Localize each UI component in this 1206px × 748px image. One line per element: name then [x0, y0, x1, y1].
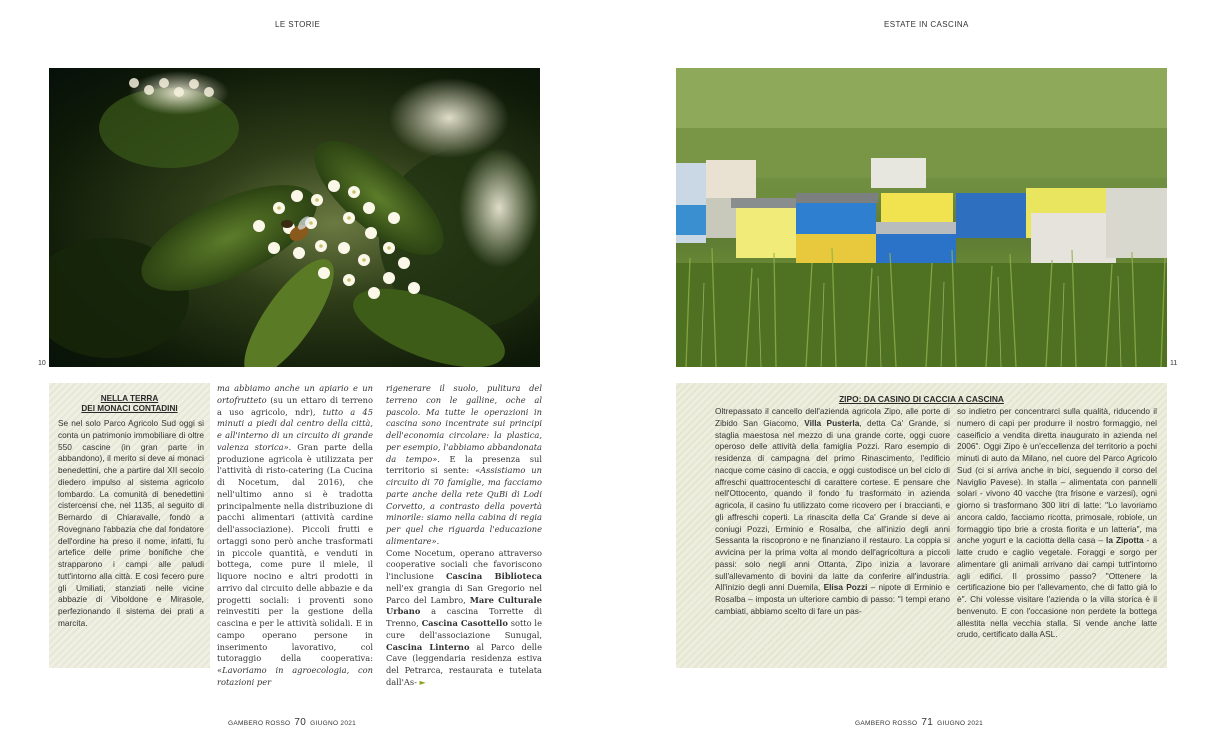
- la-zipotta: la Zipotta: [1106, 535, 1144, 546]
- page-number-right: 11: [1170, 360, 1178, 367]
- footer-right-brand: GAMBERO ROSSO: [855, 720, 918, 727]
- running-head-right: ESTATE IN CASCINA: [884, 20, 969, 29]
- col3-text-c: Come Nocetum, operano attraverso cooperative sociali che favoriscono l'inclusione: [386, 547, 542, 581]
- zipo-column-2: [957, 406, 1157, 641]
- col3-text-b: .: [436, 535, 440, 546]
- zipo-box-title: ZIPO: DA CASINO DI CACCIA A CASCINA: [839, 394, 1004, 404]
- col3-text-d: nell'ex grangia di San Gregorio nel Parco del Lambro,: [386, 582, 542, 605]
- footer-right-page: 71: [921, 717, 934, 728]
- sidebar-title-line2: DEI MONACI CONTADINI: [81, 404, 178, 413]
- sidebar-text: Se nel solo Parco Agricolo Sud oggi si conta un patrimonio immobiliare di oltre 550 cascine (in gran parte in abbandono), il merito si deve ai monaci benedettini, che a partire dal XII secolo diedero impulso al sistema agricolo lombardo. La comunità di benedettini cistercensi che, nel 1135, al seguito di Bernardo di Chiaravalle, fondò a Rovegnano l'abbazia che dal fondatore dell'ordine ha preso il nome, infatti, fu artefice delle prime bonifiche che strapparono i campi alle paludi tutt'intorno alla città. E così fecero pure gli Umiliati, stanziati nelle vicine abbazie di Viboldone e Mirasole, perfezionando il sistema dei prati a marcita.: [58, 418, 204, 628]
- footer-left-page: 70: [294, 717, 307, 728]
- col3-text-e: a cascina Torrette di Trenno,: [386, 606, 542, 628]
- col5-text-a: so indietro per concentrarci sulla qualità, riducendo il numero di capi per produrre il nostro formaggio, nel caseificio a vendita diretta inaugurato in azienda nel 2006". Oggi Zipo è un'eccellenza del territorio a pochi minuti di auto da Milano, nel cuore del Parco Agricolo Sud (ci si arriva anche in bici, seguendo il corso del Naviglio Pavese). In stalla – alimentata con pannelli solari - vivono 40 vacche (tra frisone e varzesi), ogni giorno si trasformano 300 litri di latte: "Lo lavoriamo ancora caldo, facciamo ricotta, primosale, robiole, un formaggio tipo brie a crosta fiorita e un latteria", ma anche yogurt e la caciotta della casa –: [957, 406, 1157, 546]
- col5-text-b: - a latte crudo e caglio vegetale. Foraggi e sorgo per alimentare gli animali arrivano dai campi tutt'intorno agli edifici. Il prossimo passo? "Ottenere la certificazione bio per l'allevamento, che di fatto già lo è". Chi volesse visitare l'azienda o la villa storica è il benvenuto. E con l'occasione non perdete la bottega allestita nella vecchia stalla. Si vende anche latte crudo, certificato dalla ASL.: [957, 535, 1157, 640]
- mare-culturale-urbano: Mare Culturale Urbano: [386, 594, 542, 617]
- col2-italic-b: tutto a 45 minuti a piedi dal centro della città, e all'interno di un circuito di grande valenza storica».: [217, 406, 373, 452]
- sidebar-title-line1: NELLA TERRA: [100, 394, 159, 403]
- col4-text-c: – nipote di Erminio e Rosalba – imposta un ulteriore cambio di passo: "I tempi erano cambiati, abbiamo scelto di fare un pas-: [715, 582, 950, 616]
- col2-italic-c: Lavoriamo in agroecologia, con rotazioni per: [217, 665, 373, 687]
- sidebar-title: [49, 394, 210, 414]
- footer-left: [228, 717, 356, 728]
- article-column-2: [217, 383, 373, 689]
- footer-left-date: GIUGNO 2021: [310, 720, 357, 727]
- col3-italic-a: rigenerare il suolo, pulitura del terreno con le galline, oche al pascolo. Ma tutte le operazioni in cascina sono incentrate sui principi dell'economia circolare: la plastica, per esempio, l'abbiamo abbandonata da tempo».: [386, 383, 542, 464]
- col2-italic-a: ma abbiamo anche un apiario e un ortofrutteto: [217, 383, 373, 405]
- page-number-left: 10: [38, 360, 46, 367]
- villa-pusterla: Villa Pusterla: [804, 417, 860, 428]
- flowers-bee-photo: [49, 68, 540, 367]
- footer-right: [855, 717, 983, 728]
- article-column-3: [386, 383, 542, 689]
- col3-text-f: sotto le cure dell'associazione Sunugal,: [386, 618, 542, 640]
- col2-text-a: (su un ettaro di terreno a uso agricolo, ndr),: [217, 394, 373, 417]
- cascina-casottello: Cascina Casottello: [421, 618, 508, 628]
- footer-right-date: GIUGNO 2021: [937, 720, 984, 727]
- elisa-pozzi: Elisa Pozzi: [823, 582, 868, 593]
- running-head-left: LE STORIE: [275, 20, 321, 29]
- cascina-linterno: Cascina Linterno: [386, 641, 470, 652]
- zipo-column-1: [715, 406, 950, 618]
- col4-text-b: , detta Ca' Grande, si staglia maestosa nel mezzo di una grande corte, oggi cuore operoso delle attività della famiglia Pozzi. Raro esempio di residenza di campagna del primo Rinascimento, l'edificio nacque come casino di caccia, e oggi custodisce un bel ciclo di affreschi quattrocenteschi di carattere cortese. E pensare che nell'Ottocento, quando il fondo fu trasformato in azienda agricola, il casino fu utilizzato come ricovero per i braccianti, e gli affreschi coperti. La rinascita della Ca' Grande si deve ai coniugi Pozzi, Erminio e Rosalba, che all'inizio degli anni Sessanta la riscoprono e ne finanziano il restauro. La coppia si avvicina per la prima volta al mondo dell'agricoltura a piccoli passi: solo negli anni Ottanta, Zipo inizia a lavorare sull'allevamento di bovini da latte da conferire all'industria. All'inizio degli anni Duemila,: [715, 417, 951, 593]
- col3-text-g: al Parco delle Cave (leggendaria residenza estiva del Petrarca, restaurata e tutelata dall'As-: [386, 641, 542, 687]
- continue-arrow-icon: ►: [419, 677, 426, 687]
- col2-text-b: Gran parte della produzione agricola è utilizzata per l'attività di risto-catering (La Cucina di Nocetum, dal 2016), che nell'ultimo anno si è tradotta principalmente nella distribuzione di pacchi alimentari (attività cardine dell'associazione). Piccoli frutti e ortaggi sono però anche trasformati in piccole quantità, e venduti in bottega, come pure il miele, il liquore nocino e altri prodotti in arrivo dal circuito delle abbazie e da progetti sociali: i proventi sono reinvestiti per la gestione della cascina e per le attività solidali. E in campo operano persone in inserimento lavorativo, col tutoraggio della cooperativa: «: [217, 441, 373, 675]
- cascina-biblioteca: Cascina Biblioteca: [445, 571, 542, 581]
- col4-text-a: Oltrepassato il cancello dell'azienda agricola Zipo, alle porte di Zibido San Giacomo,: [715, 406, 950, 428]
- col3-text-a: E la presenza sul territorio si sente: «: [386, 453, 543, 476]
- footer-left-brand: GAMBERO ROSSO: [228, 720, 291, 727]
- beehives-photo: [676, 68, 1167, 367]
- col3-italic-b: Assistiamo un circuito di 70 famiglie, ma facciamo parte anche della rete QuBi di Lodi Corvetto, a contrasto della povertà minorile: siamo nella cabina di regia per quel che riguarda l'educazione alimentare»: [386, 465, 542, 546]
